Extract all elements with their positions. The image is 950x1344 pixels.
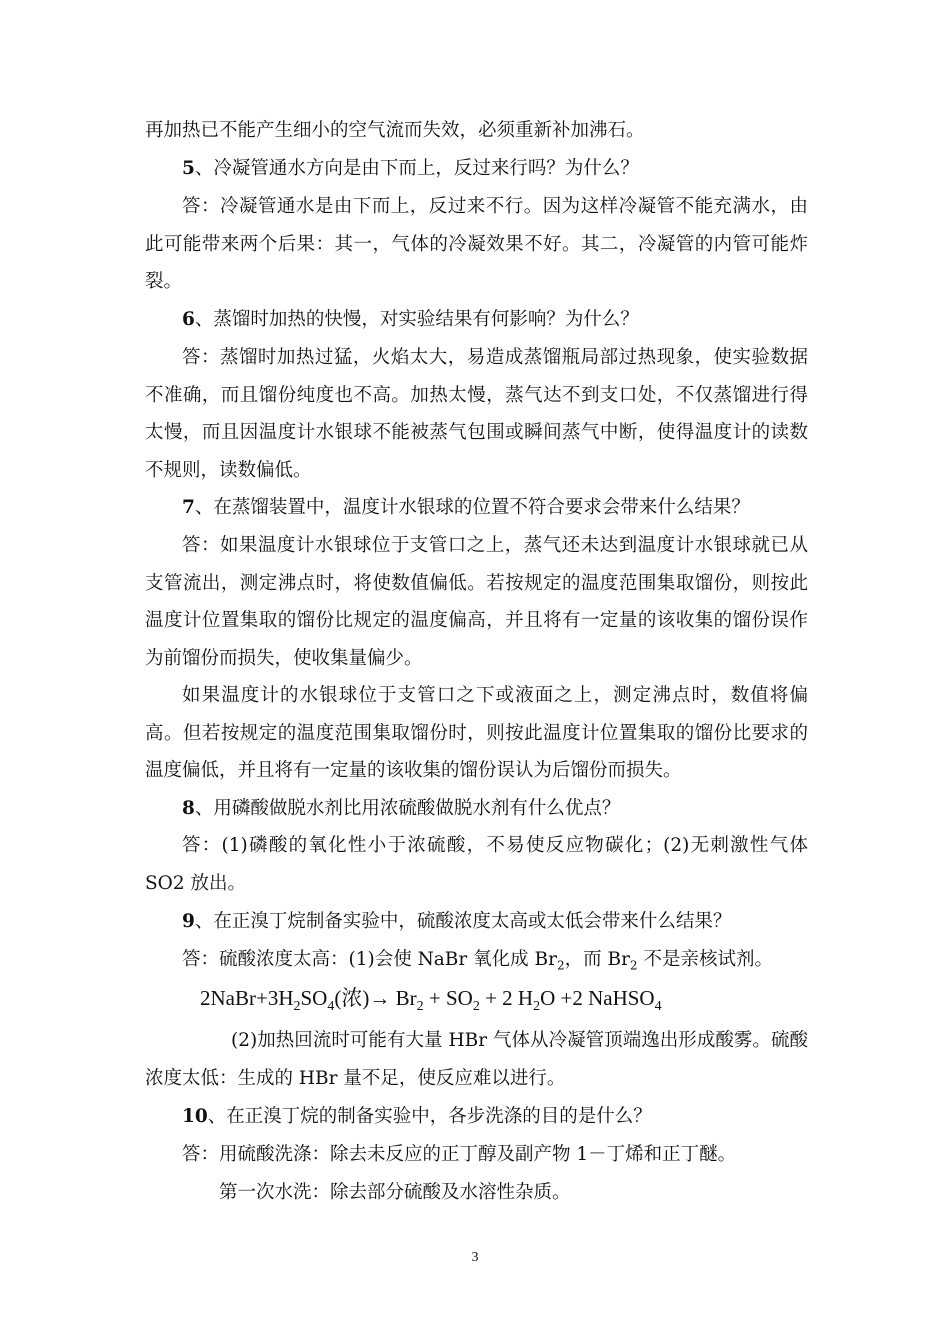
answer-7-part2: 如果温度计的水银球位于支管口之下或液面之上，测定沸点时，数值将偏高。但若按规定的温度范围集取馏份时，则按此温度计位置集取的馏份比要求的温度偏低，并且将有一定量的该收集的馏份误认为后馏份而损失。 — [145, 685, 808, 781]
answer-9-post: 不是亲核试剂。 — [637, 949, 773, 970]
question-8 — [145, 790, 808, 828]
question-number: 10 — [182, 1106, 208, 1127]
eq-subscript: 2 — [533, 999, 541, 1015]
question-number: 8 — [182, 798, 195, 819]
question-text: 、冷凝管通水方向是由下而上，反过来行吗？为什么？ — [194, 158, 639, 179]
eq-part: + SO — [423, 986, 473, 1010]
answer-10-line2: 第一次水洗：除去部分硫酸及水溶性杂质。 — [219, 1182, 571, 1203]
chemical-equation — [200, 982, 662, 1015]
question-6 — [145, 301, 808, 339]
question-text: 、用磷酸做脱水剂比用浓硫酸做脱水剂有什么优点？ — [194, 798, 621, 819]
answer-9-pre: 答：硫酸浓度太高：(1)会使 NaBr 氧化成 Br — [182, 949, 557, 970]
answer-7-part1: 答：如果温度计水银球位于支管口之上，蒸气还未达到温度计水银球就已从支管流出，测定沸点时，将使数值偏低。若按规定的温度范围集取馏份，则按此温度计位置集取的馏份比规定的温度偏高，并且将有一定量的该收集的馏份误作为前馏份而损失，使收集量偏少。 — [145, 535, 808, 669]
eq-part: 2NaBr+3H — [200, 986, 294, 1010]
answer-8: 答：(1)磷酸的氧化性小于浓硫酸，不易使反应物碳化；(2)无刺激性气体 SO2 放出。 — [145, 835, 808, 894]
answer-9-part2: (2)加热回流时可能有大量 HBr 气体从冷凝管顶端逸出形成酸雾。硫酸浓度太低：生成的 HBr 量不足，使反应难以进行。 — [145, 1030, 808, 1089]
answer-9-line1 — [145, 941, 808, 985]
page-number: 3 — [471, 1250, 479, 1265]
question-7 — [145, 489, 808, 527]
subscript: 2 — [556, 958, 565, 973]
question-number: 6 — [182, 309, 195, 330]
paragraph-continuation: 再加热已不能产生细小的空气流而失效，必须重新补加沸石。 — [145, 120, 645, 141]
question-number: 7 — [182, 497, 195, 518]
answer-5: 答：冷凝管通水是由下而上，反过来不行。因为这样冷凝管不能充满水，由此可能带来两个后果：其一，气体的冷凝效果不好。其二，冷凝管的内管可能炸裂。 — [145, 196, 808, 292]
subscript: 2 — [629, 958, 638, 973]
answer-10-line1: 答：用硫酸洗涤：除去未反应的正丁醇及副产物 1－丁烯和正丁醚。 — [182, 1144, 737, 1165]
eq-subscript: 4 — [654, 999, 662, 1015]
eq-part: SO — [300, 986, 328, 1010]
question-text: 、在正溴丁烷的制备实验中，各步洗涤的目的是什么？ — [207, 1106, 652, 1127]
eq-part: + 2 H — [479, 986, 534, 1010]
eq-subscript: 2 — [293, 999, 301, 1015]
eq-subscript: 2 — [416, 999, 424, 1015]
question-text: 、蒸馏时加热的快慢，对实验结果有何影响？为什么？ — [194, 309, 639, 330]
question-9 — [145, 903, 808, 941]
question-5 — [145, 150, 808, 188]
eq-subscript: 2 — [472, 999, 480, 1015]
answer-9-mid: ，而 Br — [564, 949, 630, 970]
question-text: 、在正溴丁烷制备实验中，硫酸浓度太高或太低会带来什么结果？ — [194, 911, 732, 932]
eq-part: (浓)→ Br — [334, 986, 417, 1010]
eq-subscript: 4 — [327, 999, 335, 1015]
question-10 — [145, 1098, 808, 1136]
question-number: 5 — [182, 158, 195, 179]
question-text: 、在蒸馏装置中，温度计水银球的位置不符合要求会带来什么结果？ — [194, 497, 750, 518]
question-number: 9 — [182, 911, 195, 932]
answer-6: 答：蒸馏时加热过猛，火焰太大，易造成蒸馏瓶局部过热现象，使实验数据不准确，而且馏份纯度也不高。加热太慢，蒸气达不到支口处，不仅蒸馏进行得太慢，而且因温度计水银球不能被蒸气包围或瞬间蒸气中断，使得温度计的读数不规则，读数偏低。 — [145, 347, 808, 481]
eq-part: O +2 NaHSO — [540, 986, 655, 1010]
